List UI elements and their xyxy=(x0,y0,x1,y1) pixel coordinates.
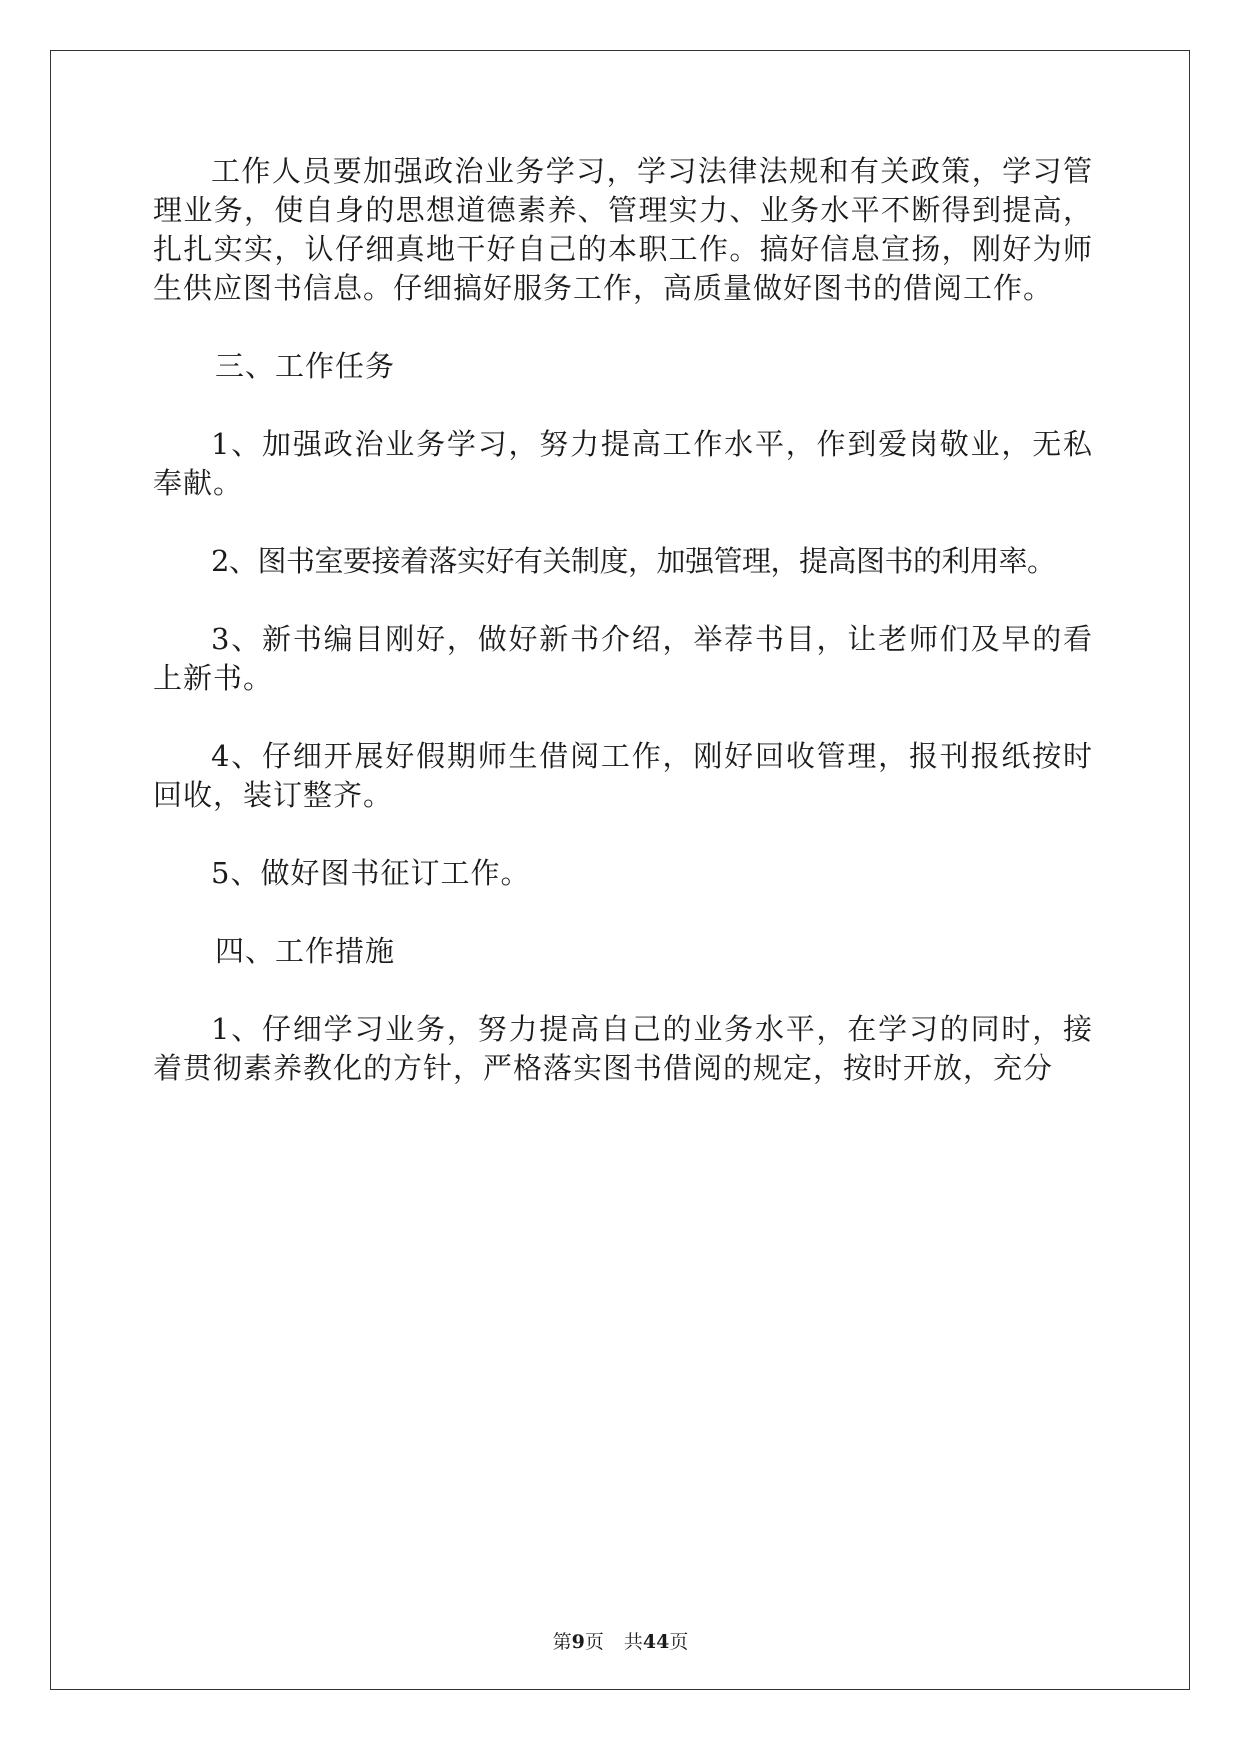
page-footer xyxy=(0,1627,1241,1654)
task-item-5: 5、做好图书征订工作。 xyxy=(211,856,531,890)
task-item-2: 2、图书室要接着落实好有关制度，加强管理，提高图书的利用率。 xyxy=(211,544,1056,578)
task-item-1: 1、加强政治业务学习，努力提高工作水平，作到爱岗敬业，无私奉献。 xyxy=(153,427,1093,500)
footer-page-number: 9 xyxy=(571,1631,585,1653)
section-heading-tasks: 三、工作任务 xyxy=(215,349,396,383)
footer-total-prefix: 共 xyxy=(623,1631,643,1653)
footer-total-suffix: 页 xyxy=(669,1631,689,1653)
paragraph-staff-duties: 工作人员要加强政治业务学习，学习法律法规和有关政策，学习管理业务，使自身的思想道德素养、管理实力、业务水平不断得到提高，扎扎实实，认仔细真地干好自己的本职工作。搞好信息宣扬，刚好为师生供应图书信息。仔细搞好服务工作，高质量做好图书的借阅工作。 xyxy=(153,154,1093,305)
measure-item-1: 1、仔细学习业务，努力提高自己的业务水平，在学习的同时，接着贯彻素养教化的方针，严格落实图书借阅的规定，按时开放，充分 xyxy=(153,1012,1093,1085)
task-item-4: 4、仔细开展好假期师生借阅工作，刚好回收管理，报刊报纸按时回收，装订整齐。 xyxy=(153,739,1093,812)
footer-total-pages: 44 xyxy=(642,1631,670,1653)
footer-page-prefix: 第 xyxy=(552,1631,572,1653)
footer-page-suffix: 页 xyxy=(584,1631,604,1653)
section-heading-measures: 四、工作措施 xyxy=(215,934,396,968)
task-item-3: 3、新书编目刚好，做好新书介绍，举荐书目，让老师们及早的看上新书。 xyxy=(153,622,1093,695)
document-body xyxy=(153,152,1093,1127)
